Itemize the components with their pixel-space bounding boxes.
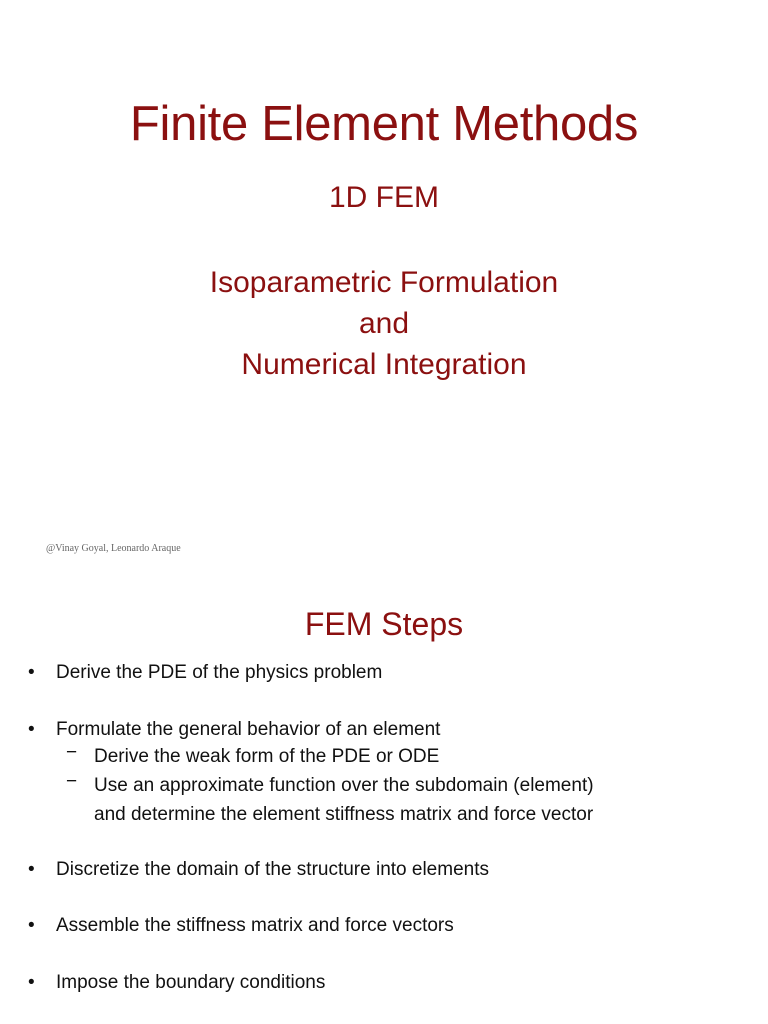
bullet-text: Impose the boundary conditions: [56, 972, 326, 993]
bullet-text: Discretize the domain of the structure into elements: [56, 859, 489, 880]
bullet-marker: •: [28, 972, 35, 993]
sub-bullet-line: and determine the element stiffness matrix and force vector: [94, 804, 594, 825]
bullet-text: Derive the PDE of the physics problem: [56, 662, 383, 683]
bullet-text: Assemble the stiffness matrix and force vectors: [56, 915, 454, 936]
slide-topic: [0, 262, 768, 385]
author-credit: @Vinay Goyal, Leonardo Araque: [46, 543, 181, 554]
topic-line: Isoparametric Formulation: [209, 266, 559, 299]
sub-bullet-line: Use an approximate function over the subdomain (element): [94, 775, 594, 796]
sub-bullet-line: Derive the weak form of the PDE or ODE: [94, 746, 440, 767]
sub-bullet-marker: −: [66, 771, 78, 792]
bullet-marker: •: [28, 915, 35, 936]
sub-bullet-text: [94, 742, 439, 771]
topic-line: and: [358, 307, 410, 340]
sub-bullet-text: [94, 771, 594, 829]
topic-line: Numerical Integration: [241, 348, 527, 381]
sub-bullet-marker: −: [66, 742, 78, 763]
slide-title: FEM Steps: [304, 606, 464, 642]
bullet-marker: •: [28, 859, 35, 880]
content-slide: [0, 590, 768, 1024]
bullet-marker: •: [28, 662, 35, 683]
bullet-marker: •: [28, 719, 35, 740]
bullet-text: Formulate the general behavior of an element: [56, 719, 441, 740]
slide-subtitle: 1D FEM: [328, 181, 439, 214]
slide-title: Finite Element Methods: [129, 97, 639, 151]
